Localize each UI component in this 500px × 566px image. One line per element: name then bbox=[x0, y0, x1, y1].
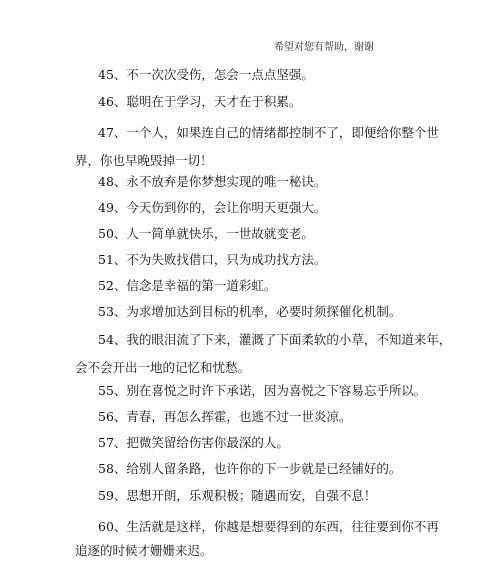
quote-56 bbox=[0, 408, 500, 426]
quote-text: 50、人一简单就快乐，一世故就变老。 bbox=[98, 226, 314, 241]
header-note: 希望对您有帮助，谢谢 bbox=[274, 42, 374, 53]
quote-continuation: 界，你也早晚毁掉一切！ bbox=[75, 153, 213, 168]
quote-51 bbox=[0, 251, 500, 269]
quote-text: 51、不为失败找借口，只为成功找方法。 bbox=[98, 252, 327, 267]
quote-text: 47、一个人，如果连自己的情绪都控制不了，即便给你整个世 bbox=[98, 125, 439, 140]
quote-text: 59、思想开朗，乐观积极；随遇而安，自强不息！ bbox=[98, 488, 377, 503]
quote-53 bbox=[0, 303, 500, 321]
quote-text: 58、给别人留条路，也许你的下一步就是已经铺好的。 bbox=[98, 461, 402, 476]
quote-47 bbox=[0, 124, 500, 170]
quote-text: 54、我的眼泪流了下来，灌溉了下面柔软的小草，不知道来年， bbox=[98, 332, 452, 347]
quote-58 bbox=[0, 460, 500, 478]
quote-text: 46、聪明在于学习，天才在于积累。 bbox=[98, 94, 302, 109]
quote-60 bbox=[0, 518, 500, 560]
quote-49 bbox=[0, 199, 500, 217]
quote-55 bbox=[0, 382, 500, 400]
quote-48 bbox=[0, 173, 500, 191]
quote-continuation: 追逐的时候才姗姗来迟。 bbox=[75, 543, 213, 558]
quote-text: 55、别在喜悦之时许下承诺，因为喜悦之下容易忘乎所以。 bbox=[98, 383, 427, 398]
quote-46 bbox=[0, 93, 500, 111]
quote-54 bbox=[0, 331, 500, 377]
quote-text: 49、今天伤到你的，会让你明天更强大。 bbox=[98, 200, 327, 215]
quote-59 bbox=[0, 487, 500, 505]
quote-continuation: 会不会开出一地的记忆和忧愁。 bbox=[75, 360, 251, 375]
quote-text: 56、青春，再怎么挥霍，也逃不过一世炎凉。 bbox=[98, 409, 352, 424]
quote-52 bbox=[0, 277, 500, 295]
quote-text: 52、信念是幸福的第一道彩虹。 bbox=[98, 278, 277, 293]
quote-50 bbox=[0, 225, 500, 243]
quote-text: 60、生活就是这样，你越是想要得到的东西，往往要到你不再 bbox=[98, 519, 439, 534]
quote-text: 45、不一次次受伤，怎会一点点坚强。 bbox=[98, 67, 314, 82]
quote-text: 48、永不放弃是你梦想实现的唯一秘诀。 bbox=[98, 174, 327, 189]
quote-text: 53、为求增加达到目标的机率，必要时须探催化机制。 bbox=[98, 304, 402, 319]
quote-text: 57、把微笑留给伤害你最深的人。 bbox=[98, 435, 289, 450]
quote-57 bbox=[0, 434, 500, 452]
quote-45 bbox=[0, 66, 500, 84]
